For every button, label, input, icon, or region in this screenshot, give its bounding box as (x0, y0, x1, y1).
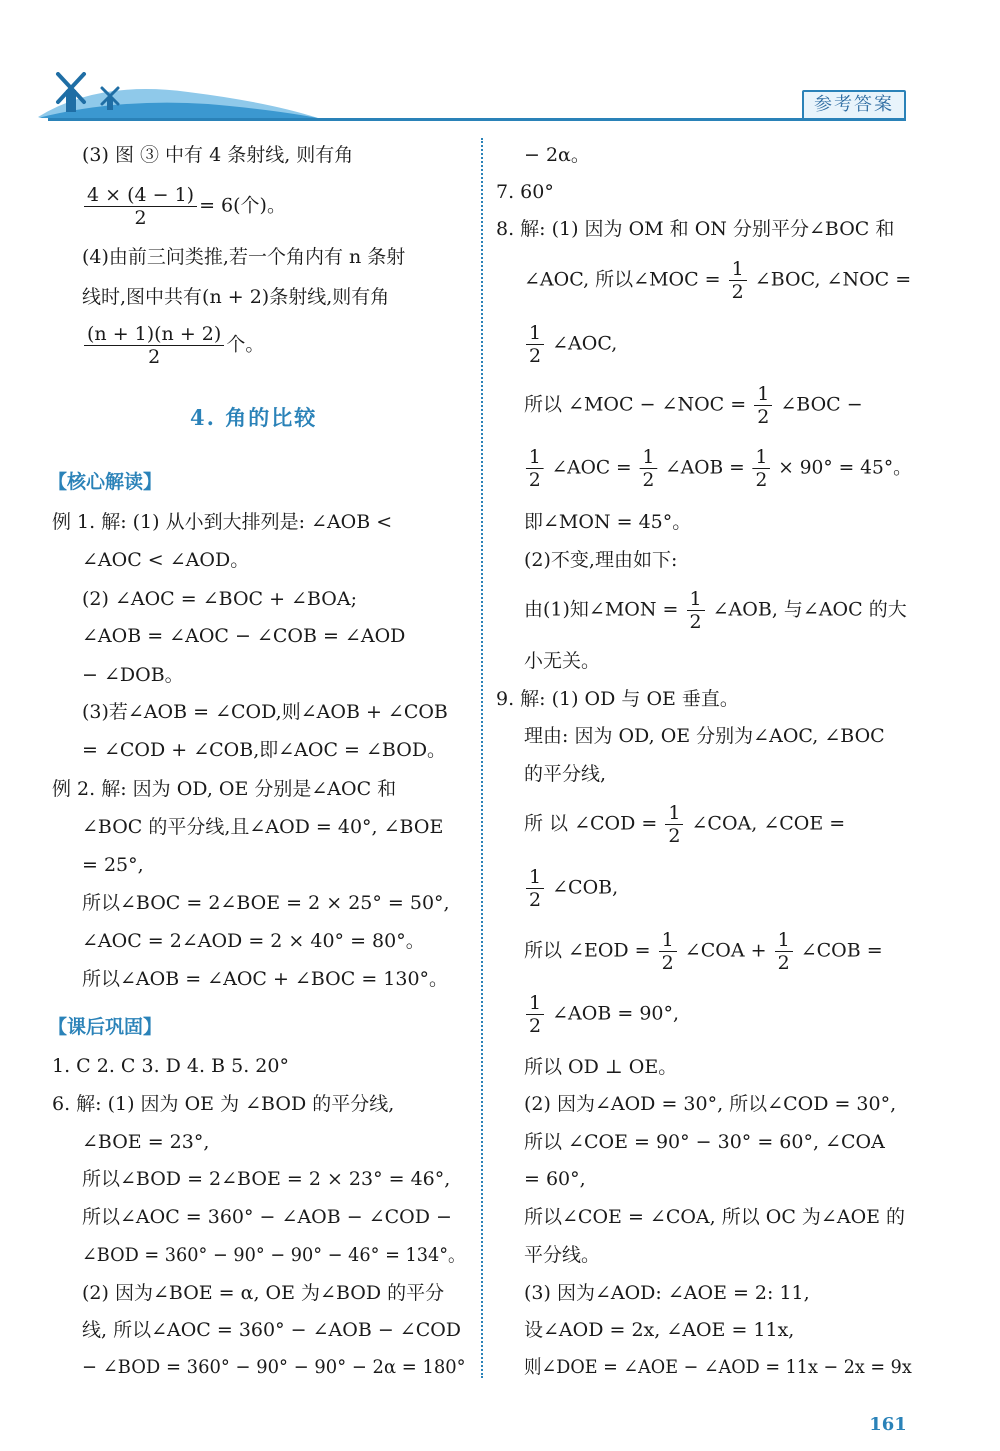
fraction-half: $\frac{1}{2}$ (775, 929, 793, 974)
text-line: 小无关。 (524, 650, 601, 672)
text-line: 由(1)知∠MON = $\frac{1}{2}$ ∠AOB, 与∠AOC 的大 (524, 588, 907, 633)
text-line: 例 2. 解: 因为 OD, OE 分别是∠AOC 和 (52, 778, 397, 800)
text-line: ∠AOC = 2∠AOD = 2 × 40° = 80°。 (82, 930, 425, 952)
page-header (0, 0, 1000, 130)
text-line: ∠AOC < ∠AOD。 (82, 549, 250, 571)
text-line: $\frac{1}{2}$ ∠AOB = 90°, (524, 992, 679, 1037)
fraction-half: $\frac{1}{2}$ (640, 446, 658, 491)
fraction-half: $\frac{1}{2}$ (526, 992, 544, 1037)
header-rule (48, 118, 906, 121)
text-line: 例 1. 解: (1) 从小到大排列是: ∠AOB < (52, 511, 393, 533)
text-line: $\frac{1}{2}$ ∠AOC, (524, 322, 617, 367)
fraction-half: $\frac{1}{2}$ (729, 258, 747, 303)
text-line: (3) 因为∠AOD: ∠AOE = 2: 11, (524, 1282, 810, 1304)
section-tag: 【课后巩固】 (48, 1016, 163, 1038)
text-line: $\frac{1}{2}$ ∠COB, (524, 866, 618, 911)
text-line: ∠AOB = ∠AOC − ∠COB = ∠AOD (82, 625, 406, 647)
text-line: 9. 解: (1) OD 与 OE 垂直。 (496, 688, 739, 710)
text-line: $\frac{(n + 1)(n + 2)}{2}$ 个。 (82, 323, 264, 368)
text-line: = 60°, (524, 1168, 586, 1190)
fraction-half: $\frac{1}{2}$ (687, 588, 705, 633)
text-line: = 25°, (82, 854, 144, 876)
text-line: 所以∠BOC = 2∠BOE = 2 × 25° = 50°, (82, 892, 450, 914)
text-line: 所 以 ∠COD = $\frac{1}{2}$ ∠COA, ∠COE = (524, 802, 846, 847)
section-title: 4. 角的比较 (190, 405, 318, 430)
text-line: 8. 解: (1) 因为 OM 和 ON 分别平分∠BOC 和 (496, 218, 895, 240)
text-line: − ∠BOD = 360° − 90° − 90° − 2α = 180° (82, 1356, 466, 1378)
text-line: (3)若∠AOB = ∠COD,则∠AOB + ∠COB (82, 701, 448, 723)
text-line: 的平分线, (524, 763, 607, 785)
text-line: ∠AOC, 所以∠MOC = $\frac{1}{2}$ ∠BOC, ∠NOC = (524, 258, 912, 303)
text-line: (2) ∠AOC = ∠BOC + ∠BOA; (82, 588, 357, 610)
fraction-half: $\frac{1}{2}$ (526, 866, 544, 911)
text-line: 即∠MON = 45°。 (524, 511, 692, 533)
section-tag: 【核心解读】 (48, 471, 163, 493)
fraction-half: $\frac{1}{2}$ (526, 446, 544, 491)
text-line: 则∠DOE = ∠AOE − ∠AOD = 11x − 2x = 9x (524, 1356, 912, 1378)
text-line: (2) 因为∠BOE = α, OE 为∠BOD 的平分 (82, 1282, 445, 1304)
text-line: 所以∠AOC = 360° − ∠AOB − ∠COD − (82, 1206, 452, 1228)
text-line: 平分线。 (524, 1244, 601, 1266)
text-line: = ∠COD + ∠COB,即∠AOC = ∠BOD。 (82, 739, 447, 761)
text-line: − 2α。 (524, 144, 590, 166)
windmill-logo-icon (38, 72, 328, 122)
fraction-half: $\frac{1}{2}$ (526, 322, 544, 367)
text-line: ∠BOE = 23°, (82, 1131, 210, 1153)
text-line: 所以 ∠COE = 90° − 30° = 60°, ∠COA (524, 1131, 885, 1153)
text-line: 线时,图中共有(n + 2)条射线,则有角 (82, 286, 390, 308)
text-line: (3) 图 ③ 中有 4 条射线, 则有角 (82, 144, 354, 166)
text-line: ∠BOD = 360° − 90° − 90° − 46° = 134°。 (82, 1244, 466, 1266)
fraction-half: $\frac{1}{2}$ (665, 802, 683, 847)
page-number: 161 (869, 1414, 907, 1435)
text-line: 所以 ∠EOD = $\frac{1}{2}$ ∠COA + $\frac{1}{2}$ ∠COB = (524, 929, 883, 974)
answer-key-badge: 参考答案 (802, 90, 906, 120)
text-line: (4)由前三问类推,若一个角内有 n 条射 (82, 246, 406, 268)
fraction: $\frac{(n + 1)(n + 2)}{2}$ (84, 323, 224, 368)
text-line: 所以∠AOB = ∠AOC + ∠BOC = 130°。 (82, 968, 449, 990)
text-line: (2) 因为∠AOD = 30°, 所以∠COD = 30°, (524, 1093, 897, 1115)
text-line: 所以∠BOD = 2∠BOE = 2 × 23° = 46°, (82, 1168, 451, 1190)
fraction-half: $\frac{1}{2}$ (753, 446, 771, 491)
text-line: $\frac{1}{2}$ ∠AOC = $\frac{1}{2}$ ∠AOB = $\frac{1}{2}$ × 90° = 45°。 (524, 446, 912, 491)
text-line: 所以 OD ⊥ OE。 (524, 1056, 678, 1078)
text-line: ∠BOC 的平分线,且∠AOD = 40°, ∠BOE (82, 816, 444, 838)
text-line: $\frac{4 \times (4 - 1)}{2}$ = 6(个)。 (82, 184, 286, 229)
text-line: 1. C 2. C 3. D 4. B 5. 20° (52, 1055, 289, 1077)
column-divider (481, 138, 483, 1378)
text-line: 7. 60° (496, 181, 554, 203)
text-line: 所以 ∠MOC − ∠NOC = $\frac{1}{2}$ ∠BOC − (524, 383, 863, 428)
fraction: $\frac{4 \times (4 - 1)}{2}$ (84, 184, 197, 229)
text-line: − ∠DOB。 (82, 664, 184, 686)
text-line: 线, 所以∠AOC = 360° − ∠AOB − ∠COD (82, 1319, 462, 1341)
text-line: 所以∠COE = ∠COA, 所以 OC 为∠AOE 的 (524, 1206, 906, 1228)
text-line: 理由: 因为 OD, OE 分别为∠AOC, ∠BOC (524, 725, 885, 747)
fraction-half: $\frac{1}{2}$ (754, 383, 772, 428)
text-line: 设∠AOD = 2x, ∠AOE = 11x, (524, 1319, 795, 1341)
fraction-half: $\frac{1}{2}$ (659, 929, 677, 974)
text-line: (2)不变,理由如下: (524, 549, 678, 571)
text-line: 6. 解: (1) 因为 OE 为 ∠BOD 的平分线, (52, 1093, 395, 1115)
